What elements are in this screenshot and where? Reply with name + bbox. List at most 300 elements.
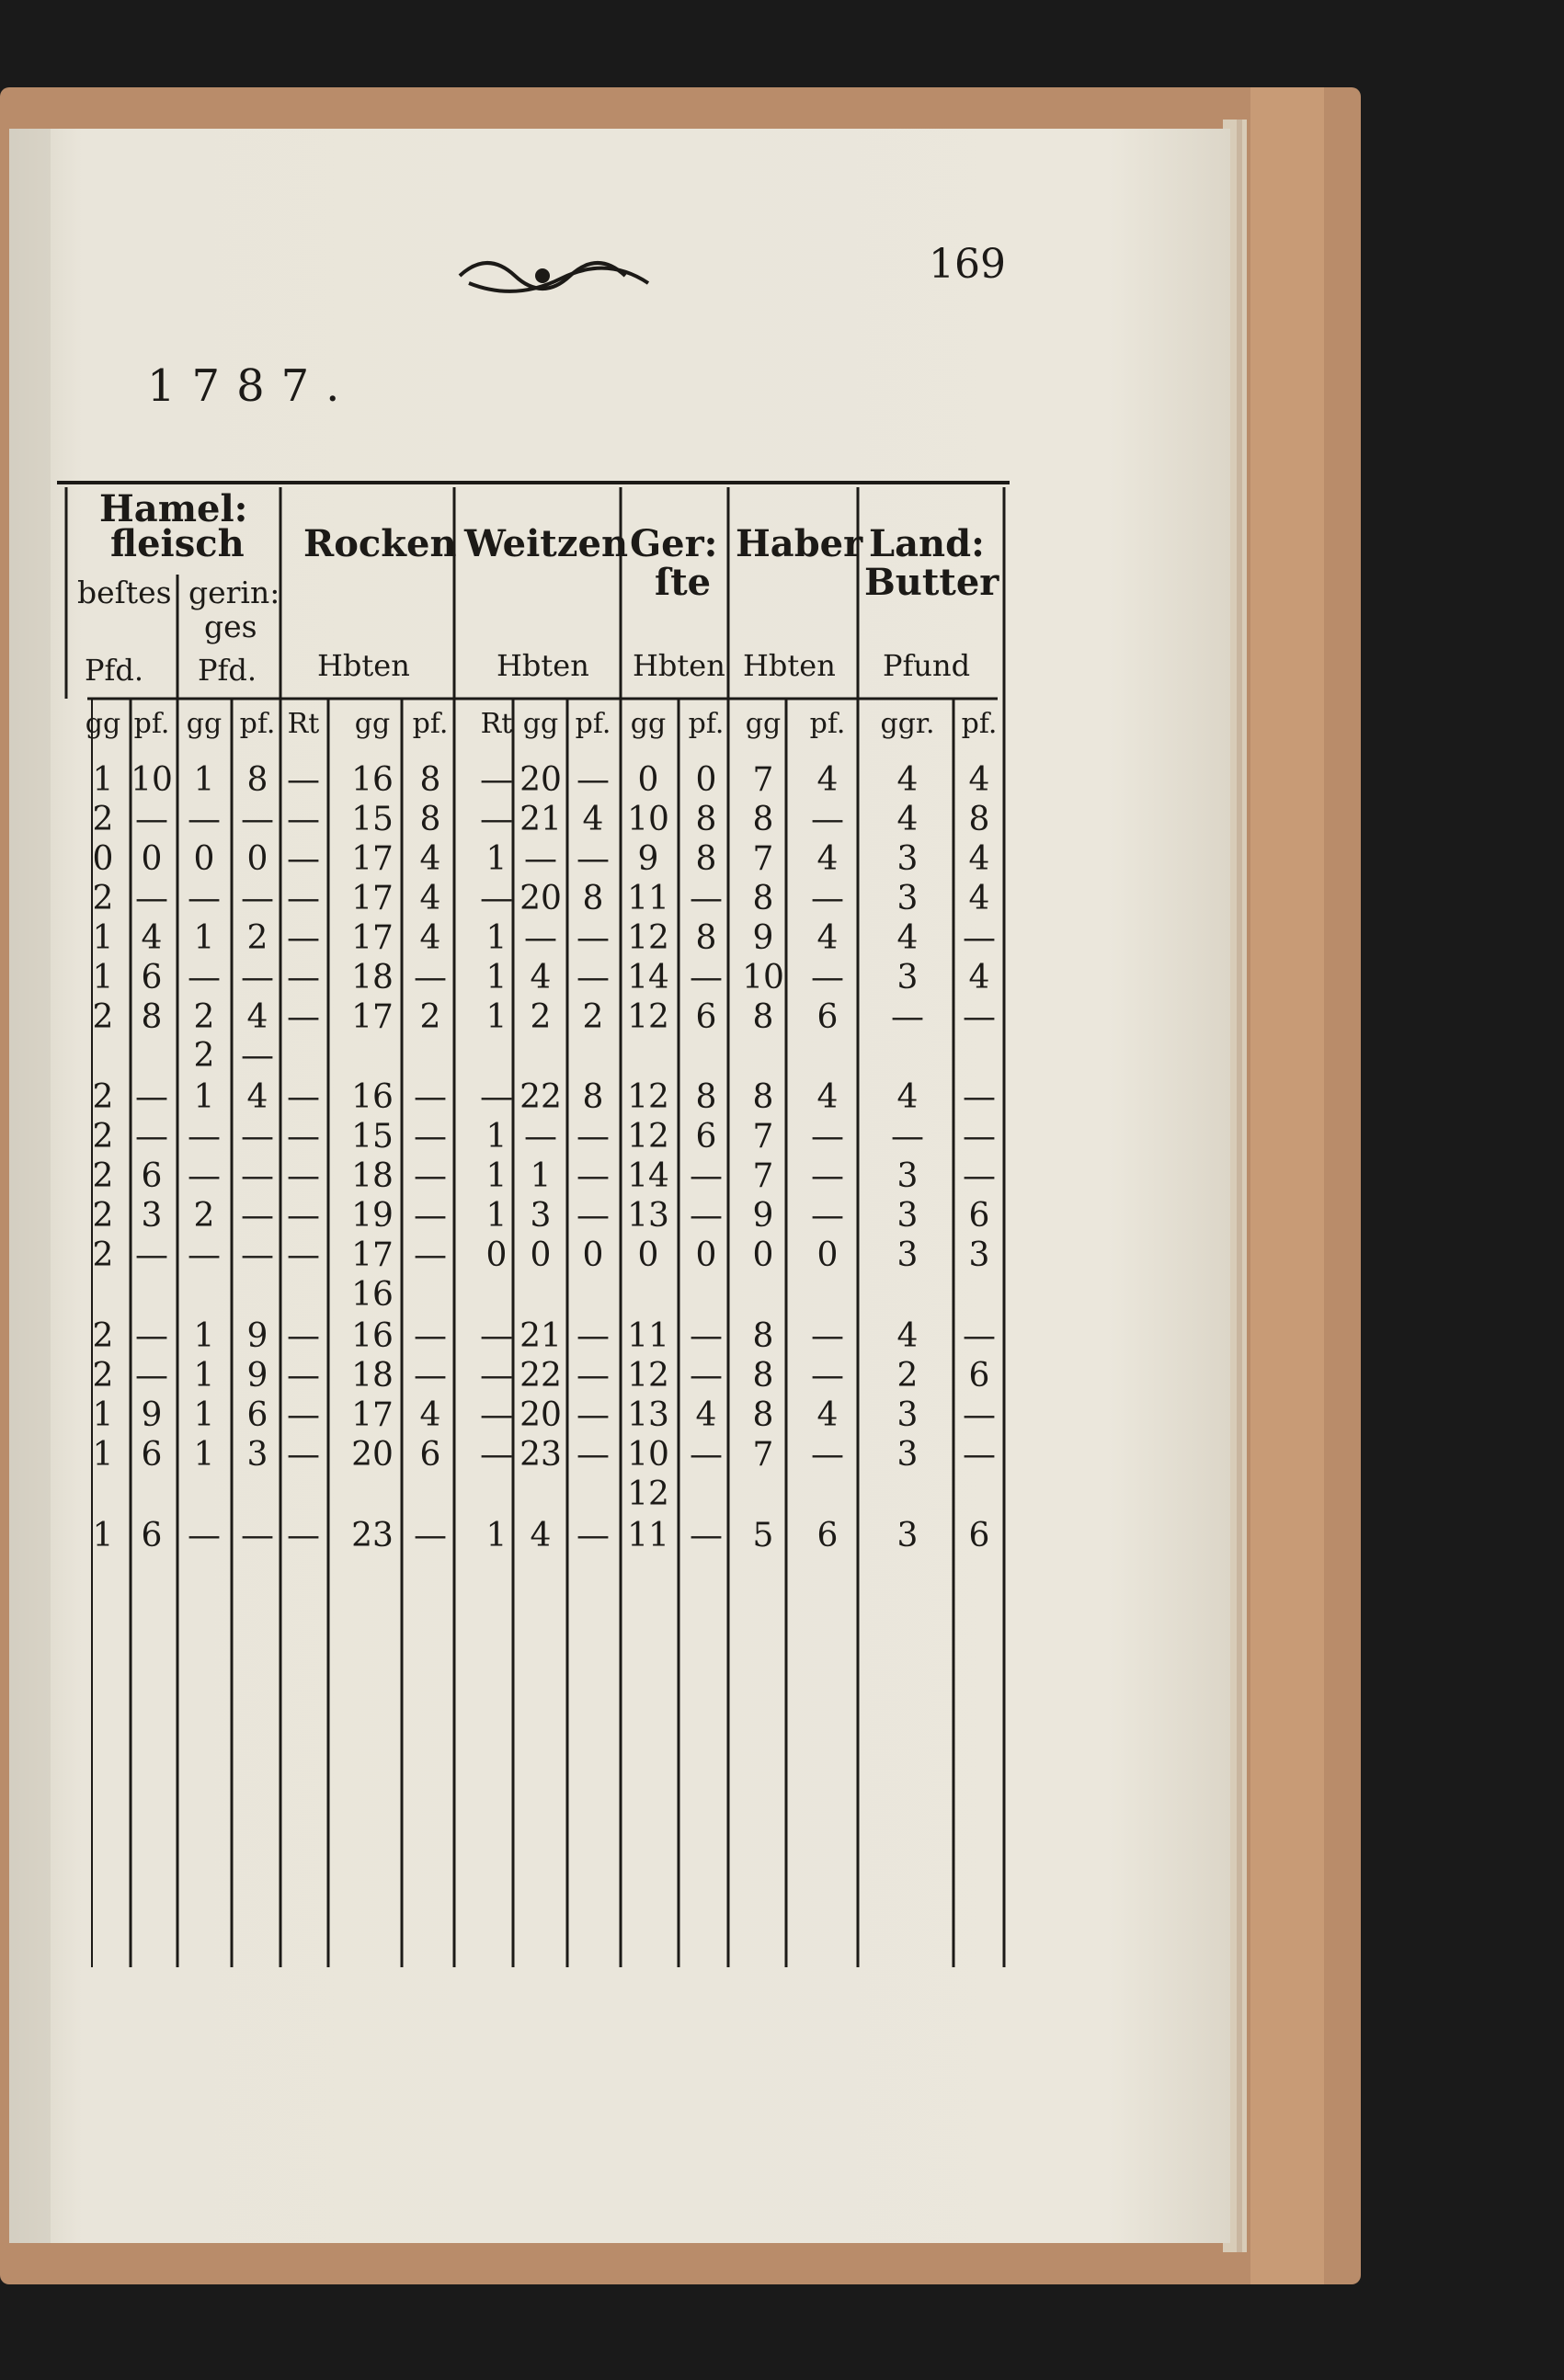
table-cell: — [577, 1118, 610, 1156]
table-cell: 10 [131, 761, 173, 799]
table-cell: — [811, 880, 844, 917]
table-cell: — [414, 1357, 447, 1395]
table-cell: 3 [896, 1197, 919, 1235]
unit-hamel-lesser: Pfd. [198, 653, 257, 688]
table-cell: 20 [519, 761, 562, 799]
table-cell: 23 [519, 1436, 562, 1474]
table-cell: 18 [351, 1157, 394, 1195]
table-cell: — [690, 1436, 723, 1474]
table-cell: 8 [695, 840, 717, 878]
table-cell: 4 [530, 1517, 552, 1554]
table-cell: 2 [246, 919, 268, 957]
table-cell: — [811, 1317, 844, 1355]
table-cell: 2 [92, 1157, 114, 1195]
table-cell: 0 [530, 1236, 552, 1274]
table-cell: — [963, 1118, 996, 1156]
table-cell: — [811, 1197, 844, 1235]
table-cell: — [480, 880, 513, 917]
table-cell: 9 [637, 840, 659, 878]
table-cell: 3 [896, 1436, 919, 1474]
table-cell: — [414, 1317, 447, 1355]
table-cell: — [690, 880, 723, 917]
table-cell: 1 [485, 1197, 508, 1235]
table-cell: — [241, 1236, 274, 1274]
table-cell: 8 [582, 1078, 604, 1116]
table-cell: 8 [246, 761, 268, 799]
sub-header-4: Rt [287, 708, 320, 740]
table-cell: — [188, 1236, 221, 1274]
table-cell: — [524, 919, 557, 957]
table-cell: — [135, 801, 168, 838]
table-cell: 14 [627, 1157, 669, 1195]
table-cell: — [287, 1197, 320, 1235]
table-cell: 6 [816, 1517, 839, 1554]
table-cell: 11 [627, 880, 669, 917]
table-cell: — [811, 1118, 844, 1156]
table-cell: — [287, 959, 320, 996]
sub-header-2: gg [186, 708, 223, 740]
table-cell: 1 [193, 1357, 215, 1395]
table-cell: — [287, 919, 320, 957]
table-cell: 6 [141, 959, 163, 996]
table-cell: 12 [627, 998, 669, 1036]
table-cell: 1 [193, 761, 215, 799]
sub-header-0: gg [85, 708, 121, 740]
table-cell: 12 [627, 1475, 669, 1513]
table-cell: 16 [351, 1317, 394, 1355]
table-cell: 8 [419, 801, 441, 838]
table-cell: 16 [351, 1276, 394, 1314]
table-cell: 4 [695, 1396, 717, 1434]
table-cell: 4 [419, 880, 441, 917]
table-cell: 4 [419, 840, 441, 878]
table-cell: 6 [695, 1118, 717, 1156]
table-cell: — [414, 1118, 447, 1156]
table-cell: 8 [141, 998, 163, 1036]
table-cell: 11 [627, 1517, 669, 1554]
table-cell: 1 [485, 959, 508, 996]
table-cell: — [480, 1436, 513, 1474]
table-cell: 9 [752, 919, 774, 957]
table-cell: 0 [193, 840, 215, 878]
table-cell: — [811, 1157, 844, 1195]
table-cell: 4 [816, 1078, 839, 1116]
table-cell: — [480, 801, 513, 838]
table-cell: 1 [92, 919, 114, 957]
table-cell: — [287, 1157, 320, 1195]
header-rocken: Rocken [303, 522, 457, 565]
table-cell: — [241, 801, 274, 838]
table-cell: 1 [530, 1157, 552, 1195]
table-cell: 4 [896, 761, 919, 799]
unit-gerste: Hbten [633, 648, 725, 683]
table-cell: 2 [92, 998, 114, 1036]
table-cell: 2 [92, 1118, 114, 1156]
table-cell: 2 [582, 998, 604, 1036]
table-cell: 23 [351, 1517, 394, 1554]
table-cell: 6 [246, 1396, 268, 1434]
table-cell: — [135, 1236, 168, 1274]
table-cell: — [287, 840, 320, 878]
table-cell: — [287, 1317, 320, 1355]
table-cell: 2 [193, 1197, 215, 1235]
table-cell: — [414, 1078, 447, 1116]
table-cell: — [577, 1436, 610, 1474]
table-cell: 1 [92, 1436, 114, 1474]
sub-header-14: ggr. [880, 708, 935, 740]
table-cell: 13 [627, 1396, 669, 1434]
table-cell: 8 [752, 1078, 774, 1116]
table-cell: 8 [752, 880, 774, 917]
table-cell: 3 [896, 880, 919, 917]
table-cell: — [188, 1517, 221, 1554]
table-cell: 8 [582, 880, 604, 917]
table-cell: 2 [92, 1078, 114, 1116]
table-cell: 1 [193, 1396, 215, 1434]
table-cell: 8 [752, 1317, 774, 1355]
table-cell: — [135, 1317, 168, 1355]
table-cell: 4 [419, 919, 441, 957]
table-cell: 4 [816, 840, 839, 878]
table-cell: 12 [627, 1357, 669, 1395]
table-cell: 12 [627, 1118, 669, 1156]
table-cell: 11 [627, 1317, 669, 1355]
table-cell: 0 [637, 1236, 659, 1274]
table-cell: 6 [816, 998, 839, 1036]
table-cell: 0 [246, 840, 268, 878]
table-cell: 17 [351, 880, 394, 917]
header-weitzen: Weitzen [464, 522, 629, 565]
unit-hamel-best: Pfd. [85, 653, 144, 688]
sub-header-5: gg [354, 708, 391, 740]
table-cell: 10 [627, 801, 669, 838]
sub-header-13: pf. [809, 708, 846, 740]
table-cell: 8 [752, 1396, 774, 1434]
table-cell: 9 [246, 1317, 268, 1355]
table-cell: — [577, 919, 610, 957]
table-cell: 8 [752, 998, 774, 1036]
table-cell: 8 [695, 919, 717, 957]
table-cell: 1 [193, 919, 215, 957]
table-cell: — [188, 801, 221, 838]
table-cell: — [690, 1317, 723, 1355]
table-cell: 1 [485, 840, 508, 878]
table-cell: 9 [752, 1197, 774, 1235]
table-cell: 8 [968, 801, 990, 838]
table-cell: 4 [896, 801, 919, 838]
table-cell: 2 [92, 1236, 114, 1274]
table-cell: 2 [92, 801, 114, 838]
table-cell: — [963, 1436, 996, 1474]
table-cell: — [577, 840, 610, 878]
table-cell: 18 [351, 1357, 394, 1395]
table-cell: 1 [193, 1436, 215, 1474]
table-cell: — [963, 1157, 996, 1195]
table-cell: 4 [896, 919, 919, 957]
table-cell: 4 [419, 1396, 441, 1434]
sub-header-9: pf. [575, 708, 611, 740]
table-cell: 16 [351, 1078, 394, 1116]
table-cell: 0 [695, 1236, 717, 1274]
sub-header-8: gg [522, 708, 559, 740]
table-cell: 3 [246, 1436, 268, 1474]
table-cell: 9 [246, 1357, 268, 1395]
table-cell: 6 [695, 998, 717, 1036]
table-cell: — [690, 959, 723, 996]
table-cell: 6 [141, 1157, 163, 1195]
table-cell: — [135, 1357, 168, 1395]
table-cell: 17 [351, 1236, 394, 1274]
table-cell: — [577, 959, 610, 996]
table-cell: 7 [752, 1157, 774, 1195]
table-cell: 1 [485, 998, 508, 1036]
table-cell: — [188, 1157, 221, 1195]
header-butter-line1: Land: [869, 522, 985, 565]
table-cell: 20 [519, 880, 562, 917]
table-cell: 4 [816, 919, 839, 957]
table-cell: 17 [351, 998, 394, 1036]
table-cell: — [963, 919, 996, 957]
table-cell: 8 [752, 1357, 774, 1395]
table-cell: 6 [968, 1517, 990, 1554]
table-cell: 3 [530, 1197, 552, 1235]
table-cell: 1 [485, 1118, 508, 1156]
table-cell: 2 [193, 998, 215, 1036]
table-cell: — [811, 959, 844, 996]
table-cell: 6 [419, 1436, 441, 1474]
table-cell: 16 [351, 761, 394, 799]
header-hamel-best: beſtes [77, 575, 172, 610]
table-cell: 1 [485, 919, 508, 957]
table-cell: 0 [92, 840, 114, 878]
table-cell: — [287, 761, 320, 799]
table-cell: 1 [485, 1517, 508, 1554]
table-cell: 4 [968, 880, 990, 917]
table-cell: 2 [193, 1037, 215, 1075]
table-cell: 15 [351, 801, 394, 838]
table-cell: — [188, 1118, 221, 1156]
table-cell: — [287, 1517, 320, 1554]
table-cell: 4 [141, 919, 163, 957]
table-cell: 2 [419, 998, 441, 1036]
table-cell: 3 [896, 1157, 919, 1195]
table-cell: 0 [141, 840, 163, 878]
table-cell: 4 [246, 998, 268, 1036]
table-cell: — [414, 1517, 447, 1554]
table-cell: — [690, 1157, 723, 1195]
table-cell: 1 [193, 1317, 215, 1355]
table-cell: — [577, 1517, 610, 1554]
table-cell: — [287, 880, 320, 917]
unit-weitzen: Hbten [497, 648, 589, 683]
table-cell: 4 [816, 1396, 839, 1434]
table-cell: 10 [742, 959, 784, 996]
header-hamel-line2: fleisch [110, 522, 245, 565]
table-cell: — [963, 998, 996, 1036]
table-cell: 9 [141, 1396, 163, 1434]
table-cell: — [891, 1118, 924, 1156]
table-cell: 2 [92, 1197, 114, 1235]
table-cell: — [811, 801, 844, 838]
table-cell: 0 [695, 761, 717, 799]
table-cell: — [480, 1357, 513, 1395]
table-cell: 2 [92, 1317, 114, 1355]
table-cell: — [480, 1078, 513, 1116]
table-cell: — [287, 1436, 320, 1474]
table-cell: 6 [968, 1357, 990, 1395]
sub-header-15: pf. [961, 708, 998, 740]
table-cell: 2 [530, 998, 552, 1036]
table-cell: 5 [752, 1517, 774, 1554]
table-cell: — [891, 998, 924, 1036]
table-cell: 22 [519, 1357, 562, 1395]
table-cell: — [524, 840, 557, 878]
table-cell: — [287, 998, 320, 1036]
table-cell: 0 [485, 1236, 508, 1274]
table-cell: 12 [627, 919, 669, 957]
header-hamel-line1: Hamel: [99, 487, 248, 530]
table-cell: 17 [351, 840, 394, 878]
table-cell: 17 [351, 1396, 394, 1434]
table-cell: 0 [752, 1236, 774, 1274]
table-cell: — [414, 1197, 447, 1235]
table-cell: — [287, 1236, 320, 1274]
table-cell: 4 [816, 761, 839, 799]
table-cell: 1 [92, 1517, 114, 1554]
table-cell: 2 [92, 1357, 114, 1395]
unit-butter: Pfund [883, 648, 971, 683]
table-cell: 7 [752, 761, 774, 799]
table-cell: — [241, 959, 274, 996]
table-cell: — [287, 1118, 320, 1156]
table-cell: — [690, 1197, 723, 1235]
table-cell: — [577, 761, 610, 799]
table-cell: 18 [351, 959, 394, 996]
table-cell: — [480, 1317, 513, 1355]
table-cell: 0 [816, 1236, 839, 1274]
table-cell: 4 [896, 1317, 919, 1355]
table-cell: 3 [896, 1396, 919, 1434]
table-cell: 1 [193, 1078, 215, 1116]
sub-header-3: pf. [239, 708, 276, 740]
table-cell: — [480, 761, 513, 799]
table-cell: — [811, 1436, 844, 1474]
table-cell: — [241, 1197, 274, 1235]
table-cell: 19 [351, 1197, 394, 1235]
table-cell: 3 [968, 1236, 990, 1274]
table-cell: 8 [695, 1078, 717, 1116]
header-butter-line2: Butter [864, 561, 999, 604]
table-cell: — [690, 1517, 723, 1554]
sub-header-11: pf. [688, 708, 725, 740]
table-cell: 10 [627, 1436, 669, 1474]
table-cell: — [135, 1118, 168, 1156]
header-gerste-line1: Ger: [630, 522, 718, 565]
table-cell: 4 [968, 761, 990, 799]
table-cell: — [577, 1157, 610, 1195]
table-cell: 20 [519, 1396, 562, 1434]
table-cell: 6 [968, 1197, 990, 1235]
table-cell: — [577, 1396, 610, 1434]
table-cell: — [287, 1357, 320, 1395]
table-cell: — [414, 1157, 447, 1195]
table-cell: 2 [92, 880, 114, 917]
table-cell: — [241, 880, 274, 917]
table-cell: 3 [896, 1236, 919, 1274]
table-cell: — [241, 1157, 274, 1195]
table-cell: — [135, 880, 168, 917]
table-cell: 1 [92, 1396, 114, 1434]
table-cell: 7 [752, 840, 774, 878]
table-cell: 4 [896, 1078, 919, 1116]
unit-haber: Hbten [743, 648, 836, 683]
table-cell: — [188, 880, 221, 917]
table-cell: 0 [637, 761, 659, 799]
table-cell: 8 [419, 761, 441, 799]
unit-rocken: Hbten [317, 648, 410, 683]
table-cell: 21 [519, 801, 562, 838]
page-number: 169 [929, 241, 1006, 288]
header-hamel-lesser-line2: ges [204, 609, 257, 644]
table-cell: 3 [896, 1517, 919, 1554]
table-cell: — [577, 1197, 610, 1235]
header-hamel-lesser-line1: gerin: [188, 575, 280, 610]
table-cell: 4 [246, 1078, 268, 1116]
table-cell: 4 [968, 959, 990, 996]
year-heading: 1787. [147, 360, 357, 412]
table-cell: — [188, 959, 221, 996]
table-cell: 6 [141, 1436, 163, 1474]
sub-header-12: gg [745, 708, 782, 740]
table-cell: — [414, 1236, 447, 1274]
table-cell: 1 [92, 761, 114, 799]
table-cell: — [963, 1317, 996, 1355]
table-cell: 20 [351, 1436, 394, 1474]
table-cell: — [287, 1078, 320, 1116]
table-cell: — [414, 959, 447, 996]
table-cell: 1 [485, 1157, 508, 1195]
table-cell: 7 [752, 1436, 774, 1474]
table-cell: 12 [627, 1078, 669, 1116]
table-cell: — [135, 1078, 168, 1116]
table-cell: — [577, 1357, 610, 1395]
header-haber: Haber [736, 522, 863, 565]
sub-header-1: pf. [133, 708, 170, 740]
table-cell: 21 [519, 1317, 562, 1355]
table-cell: — [811, 1357, 844, 1395]
table-cell: — [577, 1317, 610, 1355]
table-cell: 4 [530, 959, 552, 996]
table-cell: — [241, 1037, 274, 1075]
table-cell: 8 [752, 801, 774, 838]
table-cell: — [241, 1118, 274, 1156]
table-cell: 17 [351, 919, 394, 957]
sub-header-6: pf. [412, 708, 449, 740]
sub-header-10: gg [630, 708, 667, 740]
table-cell: 13 [627, 1197, 669, 1235]
table-cell: — [287, 1396, 320, 1434]
table-cell: 4 [582, 801, 604, 838]
table-cell: — [241, 1517, 274, 1554]
table-cell: — [963, 1396, 996, 1434]
table-cell: 6 [141, 1517, 163, 1554]
table-cell: 14 [627, 959, 669, 996]
table-cell: 1 [92, 959, 114, 996]
table-cell: 8 [695, 801, 717, 838]
table-cell: — [963, 1078, 996, 1116]
table-cell: — [480, 1396, 513, 1434]
table-cell: 3 [896, 840, 919, 878]
